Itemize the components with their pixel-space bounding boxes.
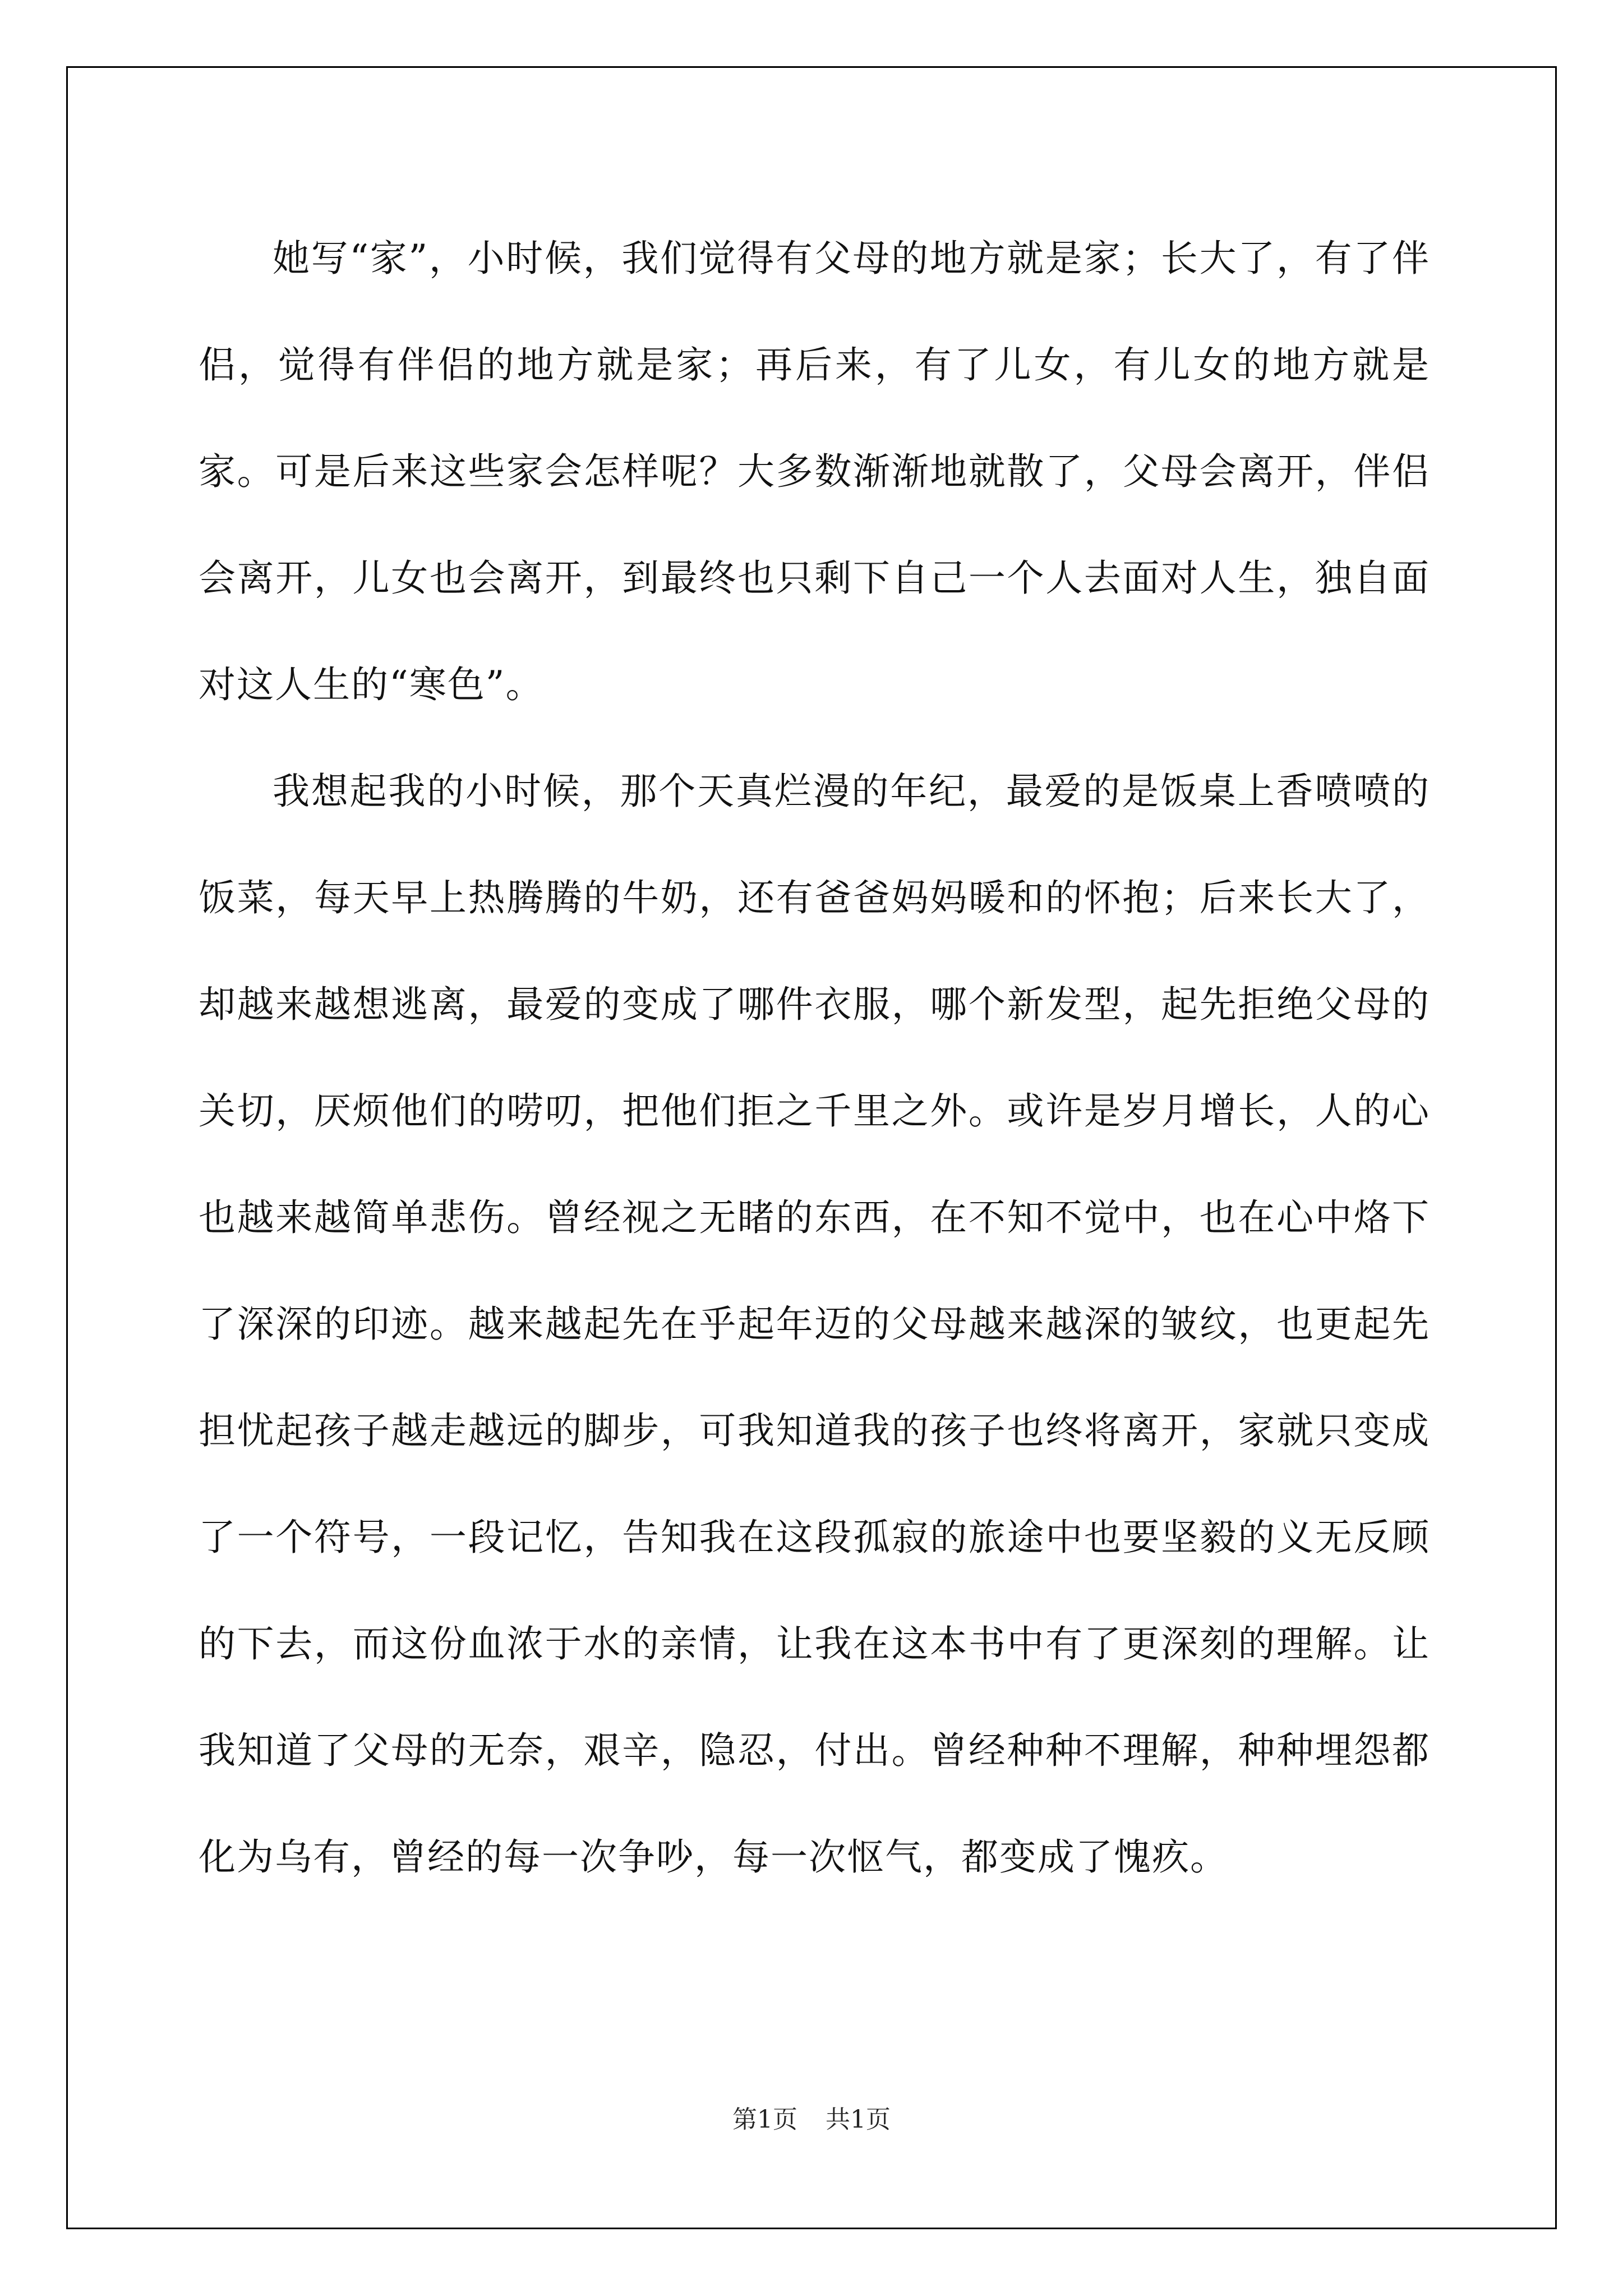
document-body	[199, 205, 1430, 1911]
page-total: 共1页	[826, 2105, 891, 2134]
page-footer	[0, 2099, 1623, 2135]
page-number: 第1页	[732, 2105, 797, 2134]
paragraph-1: 她写“家”，小时候，我们觉得有父母的地方就是家；长大了，有了伴侣，觉得有伴侣的地方就是家；再后来，有了儿女，有儿女的地方就是家。可是后来这些家会怎样呢？大多数渐渐地就散了，父母会离开，伴侣会离开，儿女也会离开，到最终也只剩下自己一个人去面对人生，独自面对这人生的“寒色”。	[199, 237, 1430, 706]
paragraph-2: 我想起我的小时候，那个天真烂漫的年纪，最爱的是饭桌上香喷喷的饭菜，每天早上热腾腾的牛奶，还有爸爸妈妈暖和的怀抱；后来长大了，却越来越想逃离，最爱的变成了哪件衣服，哪个新发型，起先拒绝父母的关切，厌烦他们的唠叨，把他们拒之千里之外。或许是岁月增长，人的心也越来越简单悲伤。曾经视之无睹的东西，在不知不觉中，也在心中烙下了深深的印迹。越来越起先在乎起年迈的父母越来越深的皱纹，也更起先担忧起孩子越走越远的脚步，可我知道我的孩子也终将离开，家就只变成了一个符号，一段记忆，告知我在这段孤寂的旅途中也要坚毅的义无反顾的下去，而这份血浓于水的亲情，让我在这本书中有了更深刻的理解。让我知道了父母的无奈，艰辛，隐忍，付出。曾经种种不理解，种种埋怨都化为乌有，曾经的每一次争吵，每一次怄气，都变成了愧疚。	[199, 770, 1430, 1879]
